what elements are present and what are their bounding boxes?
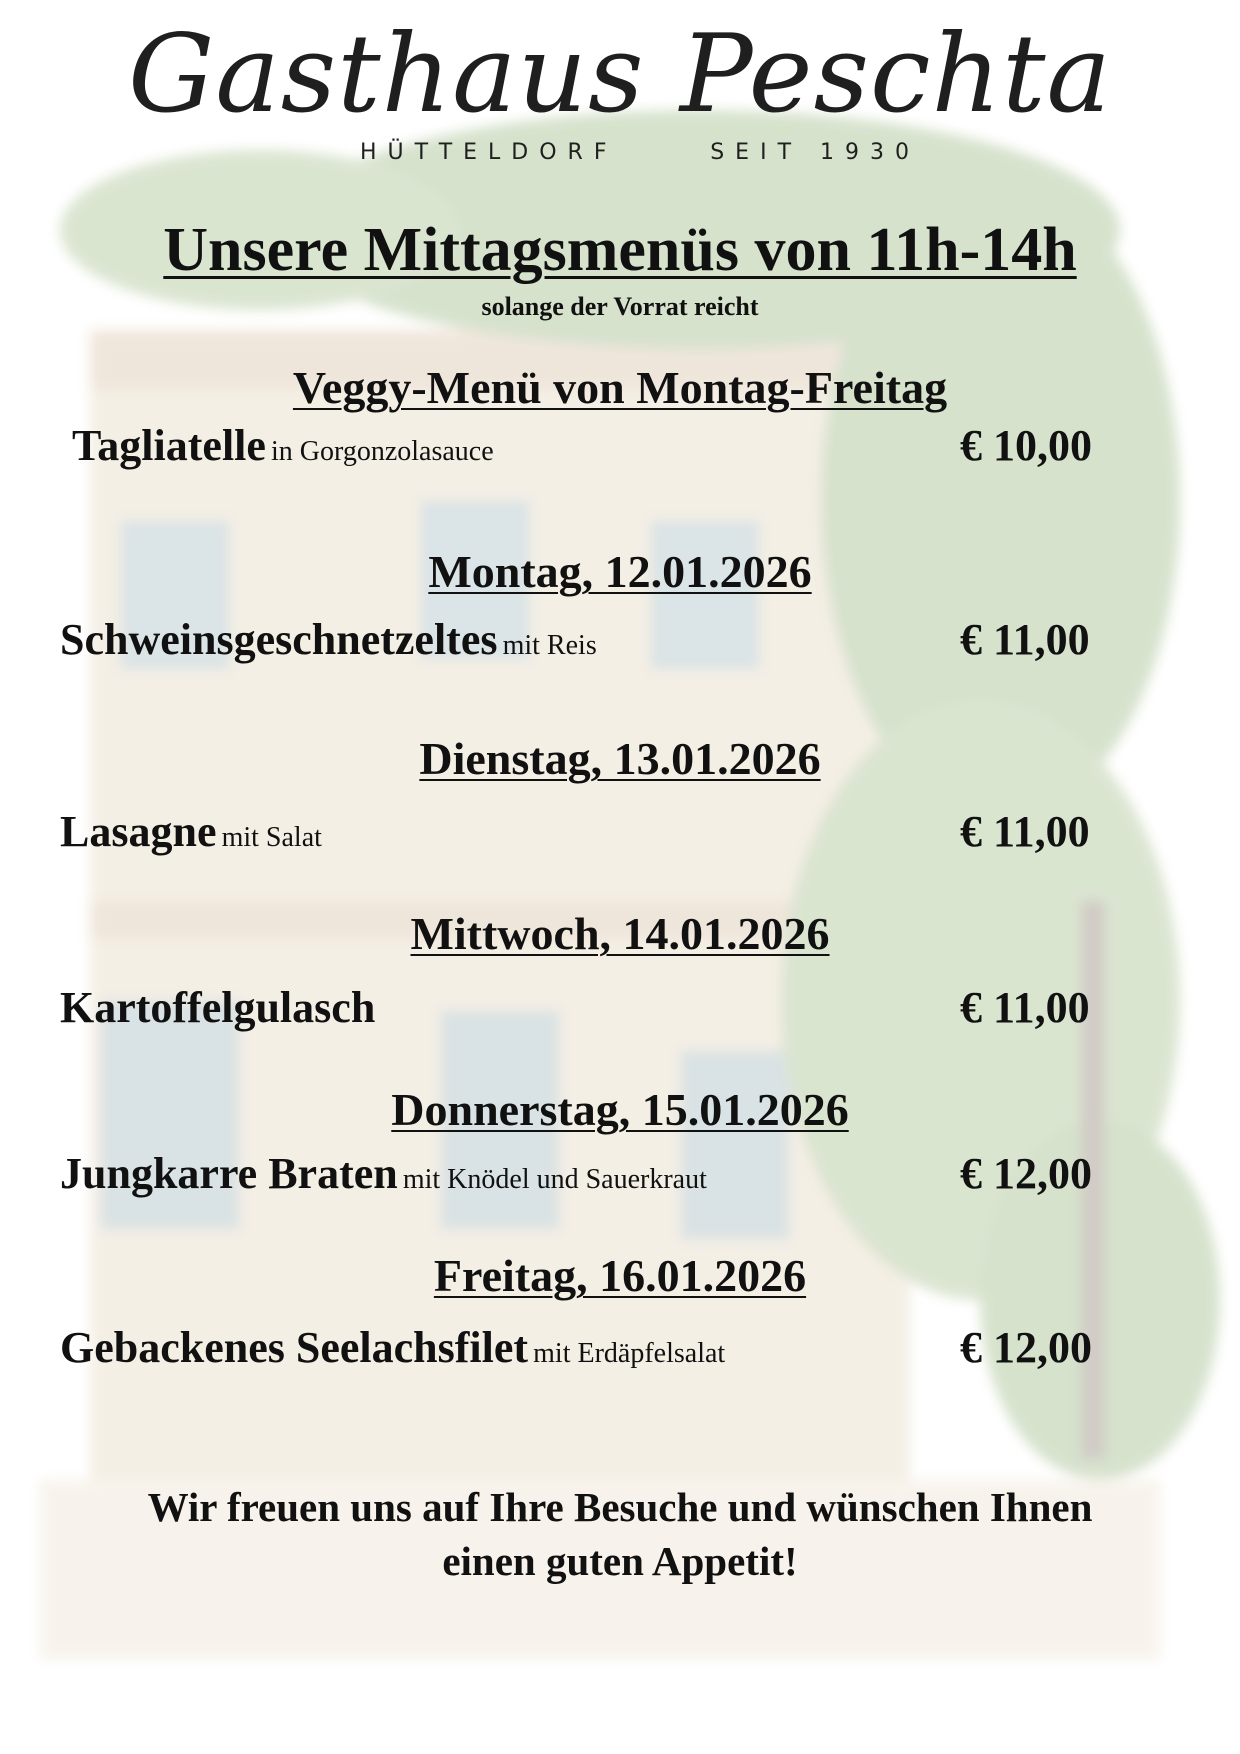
dish-name: Schweinsgeschnetzeltes [60,615,498,664]
dish-side: mit Reis [502,630,597,661]
dish-name: Kartoffelgulasch [60,983,376,1032]
dish-veggy [72,420,892,471]
section-heading-wednesday: Mittwoch, 14.01.2026 [410,908,830,959]
dish-side: mit Erdäpfelsalat [533,1338,726,1369]
section-heading-tuesday: Dienstag, 13.01.2026 [419,733,821,784]
dish-side: in Gorgonzolasauce [271,436,494,467]
logo-location: HÜTTELDORF [360,140,618,165]
section-heading-friday: Freitag, 16.01.2026 [433,1250,807,1301]
logo-wordmark: Gasthaus Peschta [128,12,1112,137]
logo-since: SEIT 1930 [710,140,920,165]
section-heading-veggy: Veggy-Menü von Montag-Freitag [292,362,948,413]
closing-line-2: einen guten Appetit! [442,1538,798,1584]
dish-price: € 12,00 [960,1323,1092,1372]
section-heading-thursday: Donnerstag, 15.01.2026 [391,1084,849,1135]
dish-price: € 11,00 [960,807,1090,856]
dish-side: mit Knödel und Sauerkraut [402,1164,707,1195]
dish-price: € 10,00 [960,421,1092,470]
dish-name: Lasagne [60,807,217,856]
menu-subline: solange der Vorrat reicht [481,292,759,321]
dish-tuesday [60,806,880,857]
dish-friday [60,1322,880,1373]
dish-side: mit Salat [221,822,322,853]
logo-subtitle [360,140,920,165]
dish-thursday [60,1148,880,1199]
section-heading-monday: Montag, 12.01.2026 [428,546,812,597]
dish-name: Tagliatelle [72,421,266,470]
dish-price: € 12,00 [960,1149,1092,1198]
dish-price: € 11,00 [960,983,1090,1032]
dish-name: Jungkarre Braten [60,1149,398,1198]
dish-price: € 11,00 [960,615,1090,664]
dish-name: Gebackenes Seelachsfilet [60,1323,529,1372]
menu-headline: Unsere Mittagsmenüs von 11h-14h [163,216,1077,284]
dish-monday [60,614,880,665]
dish-wednesday [60,982,880,1033]
closing-message [60,1480,1180,1588]
closing-line-1: Wir freuen uns auf Ihre Besuche und wünschen Ihnen [147,1484,1093,1530]
